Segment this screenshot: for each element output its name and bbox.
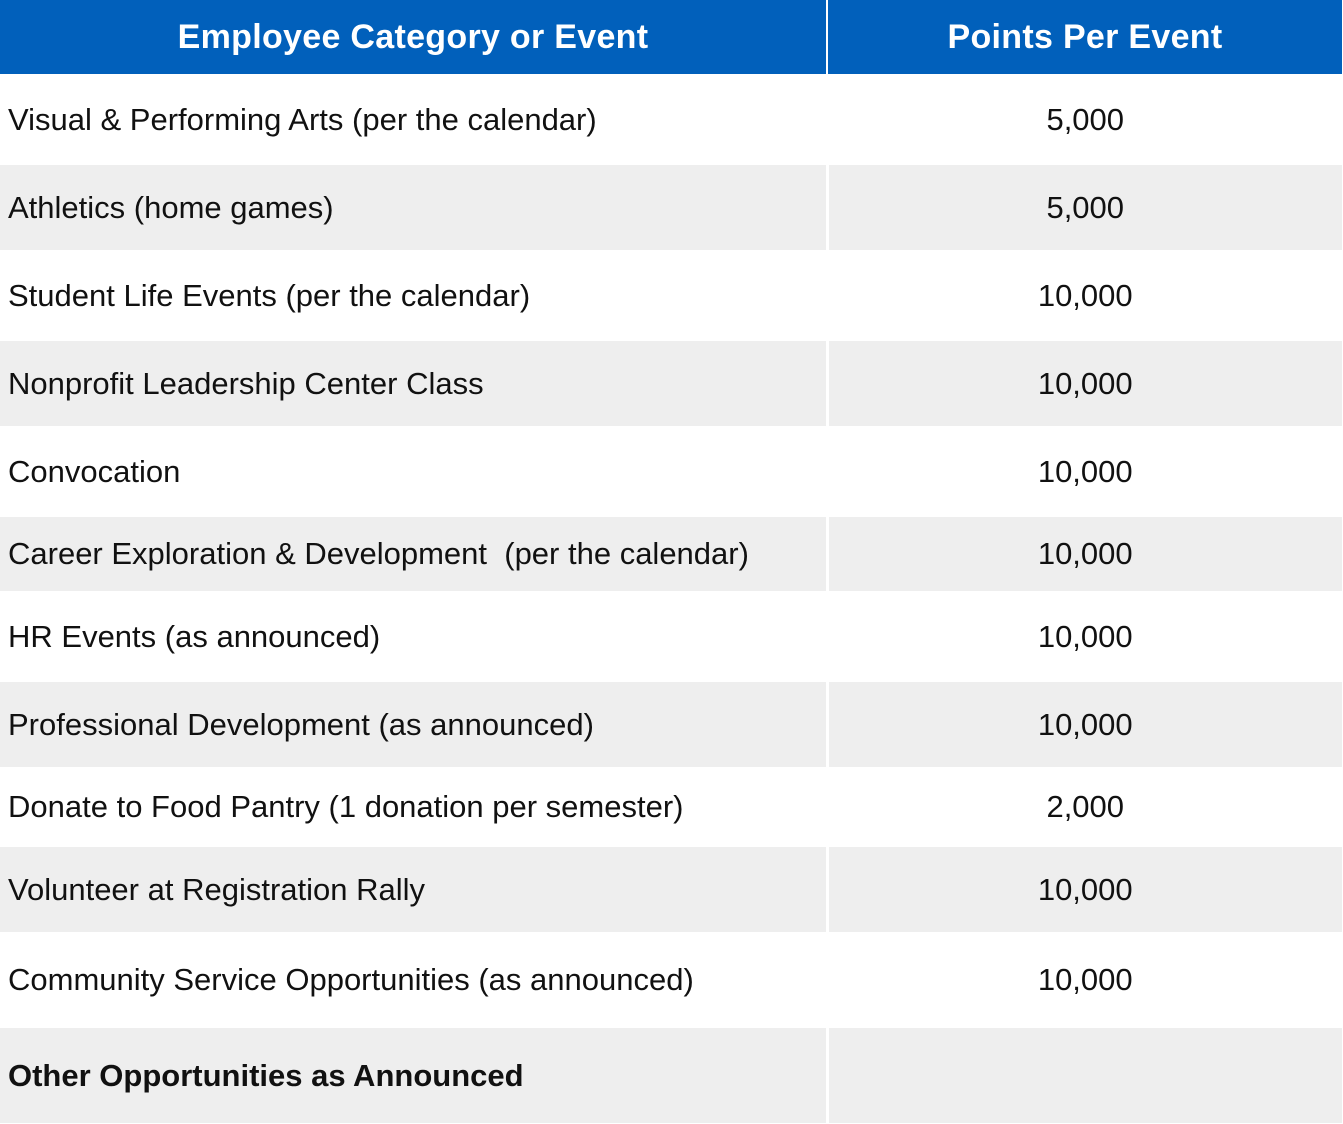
table-row [0,847,1342,932]
points-cell: 10,000 [827,847,1342,932]
event-cell: Athletics (home games) [0,165,827,250]
table-row [0,767,1342,847]
points-cell: 5,000 [827,74,1342,165]
points-cell: 10,000 [827,426,1342,517]
table-row [0,74,1342,165]
table-row [0,250,1342,341]
event-cell: Professional Development (as announced) [0,682,827,767]
table-row [0,341,1342,426]
event-cell: Career Exploration & Development (per the calendar) [0,517,827,591]
points-cell: 10,000 [827,250,1342,341]
event-cell: Convocation [0,426,827,517]
points-cell: 10,000 [827,932,1342,1028]
header-row [0,0,1342,74]
header-employee-category: Employee Category or Event [0,0,827,74]
event-cell: Other Opportunities as Announced [0,1028,827,1123]
table-row [0,165,1342,250]
points-cell: 10,000 [827,341,1342,426]
table-body [0,74,1342,1123]
table-header [0,0,1342,74]
event-cell: Community Service Opportunities (as announced) [0,932,827,1028]
event-cell: Nonprofit Leadership Center Class [0,341,827,426]
table-row [0,682,1342,767]
event-cell: Donate to Food Pantry (1 donation per semester) [0,767,827,847]
points-cell: 10,000 [827,682,1342,767]
points-cell: 10,000 [827,517,1342,591]
table-row [0,932,1342,1028]
event-cell: HR Events (as announced) [0,591,827,682]
points-cell [827,1028,1342,1123]
table-row [0,426,1342,517]
event-cell: Student Life Events (per the calendar) [0,250,827,341]
table-row [0,591,1342,682]
points-cell: 5,000 [827,165,1342,250]
points-cell: 2,000 [827,767,1342,847]
header-points-per-event: Points Per Event [827,0,1342,74]
event-cell: Visual & Performing Arts (per the calendar) [0,74,827,165]
table-row [0,517,1342,591]
table-row-other-opportunities [0,1028,1342,1123]
event-cell: Volunteer at Registration Rally [0,847,827,932]
points-cell: 10,000 [827,591,1342,682]
